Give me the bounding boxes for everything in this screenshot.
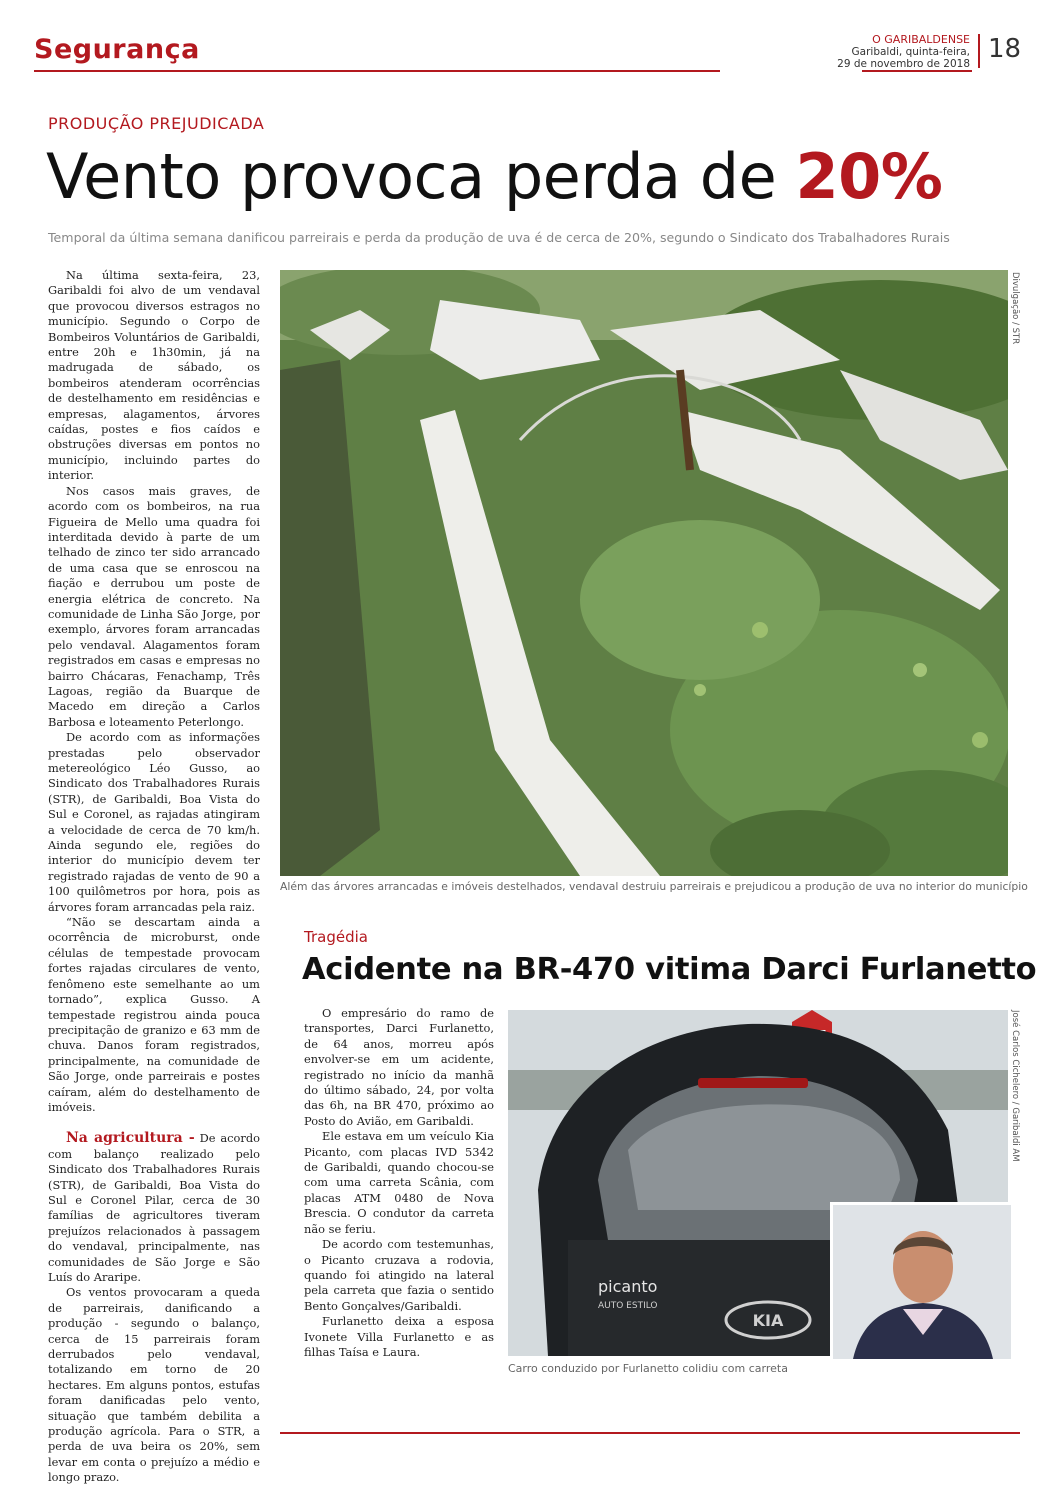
article-paragraph: Na última sexta-feira, 23, Garibaldi foi alvo de um vendaval que provocou diversos estragos no município. Segundo o Corpo de Bombeiros Voluntários de Garibaldi, entre 20h e 1h30min, já na madrugada de sábado, os bombeiros atenderam ocorrências de destelhamento em residências e empresas, alagamentos, árvores caídas, postes e fios caídos e obstruções diversas em pontos no município, incluindo partes do interior.: [48, 268, 260, 483]
masthead: [760, 34, 970, 70]
article-paragraph: “Não se descartam ainda a ocorrência de microburst, onde células de tempestade provocam fortes rajadas circulares de vento, fenômeno este semelhante ao um tornado”, explica Gusso. A tempestade registrou ainda pouca precipitação de granizo e 63 mm de chuva. Danos foram registrados, principalmente, na comunidade de São Jorge, onde parreirais e postes caíram, além do destelhamento de imóveis.: [48, 915, 260, 1114]
second-kicker: Tragédia: [304, 928, 368, 946]
dateline-line-1: Garibaldi, quinta-feira,: [851, 46, 970, 58]
publication-name: O GARIBALDENSE: [872, 33, 970, 46]
main-photo-credit: Divulgação / STR: [1010, 272, 1020, 345]
headline-highlight: 20%: [795, 140, 943, 213]
section-divider-right: [862, 70, 972, 72]
car-trim-text: AUTO ESTILO: [598, 1301, 658, 1311]
section-title: Segurança: [34, 34, 200, 65]
main-photo-caption: Além das árvores arrancadas e imóveis destelhados, vendaval destruiu parreirais e prejudicou a produção de uva no interior do município: [280, 880, 1028, 893]
page-number-separator: [978, 34, 980, 68]
page-number: 18: [988, 34, 1022, 64]
portrait-illustration: [833, 1205, 1011, 1359]
article-paragraph: O empresário do ramo de transportes, Darci Furlanetto, de 64 anos, morreu após envolver-se em um acidente, registrado no início da manhã do último sábado, 24, por volta das 6h, na BR 470, próximo ao Posto do Avião, em Garibaldi.: [304, 1006, 494, 1128]
car-model-text: picanto: [598, 1277, 658, 1296]
section-divider: [34, 70, 720, 72]
article-paragraph: Furlanetto deixa a esposa Ivonete Villa Furlanetto e as filhas Taísa e Laura.: [304, 1314, 494, 1359]
agriculture-text: De acordo com balanço realizado pelo Sindicato dos Trabalhadores Rurais (STR), de Garibaldi, Boa Vista do Sul e Coronel Pilar, cerca de 30 famílias de agricultores tiveram prejuízos relacionados à passagem do vendaval, principalmente, nas comunidades de São Jorge e São Luís do Araripe.: [48, 1131, 260, 1284]
headline-text: Vento provoca perda de: [46, 140, 796, 213]
bottom-divider: [280, 1432, 1020, 1434]
main-kicker: PRODUÇÃO PREJUDICADA: [48, 114, 265, 133]
second-headline: Acidente na BR-470 vitima Darci Furlanetto: [302, 952, 1037, 987]
article-paragraph: Nos casos mais graves, de acordo com os bombeiros, na rua Figueira de Mello uma quadra foi interditada devido à parte de um telhado de zinco ter sido arrancado de uma casa que se enroscou na fiação e derrubou um poste de energia elétrica de concreto. Na comunidade de Linha São Jorge, por exemplo, árvores foram arrancadas pelo vendaval. Alagamentos foram registrados em casas e empresas no bairro Chácaras, Fenachamp, Três Lagoas, região da Buarque de Macedo em direção a Carlos Barbosa e loteamento Peterlongo.: [48, 483, 260, 729]
article-paragraph: Ele estava em um veículo Kia Picanto, com placas IVD 5342 de Garibaldi, quando chocou-se com uma carreta Scânia, com placas ATM 0480 de Nova Brescia. O condutor da carreta não se feriu.: [304, 1129, 494, 1236]
main-headline: [46, 138, 942, 216]
main-deck: Temporal da última semana danificou parreirais e perda da produção de uva é de cerca de 20%, segundo o Sindicato dos Trabalhadores Rurais: [48, 230, 950, 245]
dateline-line-2: 29 de novembro de 2018: [837, 58, 970, 70]
victim-portrait: [830, 1202, 1011, 1359]
car-photo-caption: Carro conduzido por Furlanetto colidiu com carreta: [508, 1362, 788, 1375]
vineyard-photo: [280, 270, 1008, 876]
article-paragraph: De acordo com testemunhas, o Picanto cruzava a rodovia, quando foi atingido na lateral pela carreta que fazia o sentido Bento Gonçalves/Garibaldi.: [304, 1237, 494, 1313]
article-paragraph: De acordo com as informações prestadas pelo observador metereológico Léo Gusso, ao Sindicato dos Trabalhadores Rurais (STR), de Garibaldi, Boa Vista do Sul e Coronel, as rajadas atingiram a velocidade de cerca de 70 km/h. Ainda segundo ele, regiões do interior do município devem ter registrado rajadas de vento de 90 a 100 quilômetros por hora, pois as árvores foram arrancadas pela raiz.: [48, 730, 260, 914]
car-brand-text: KIA: [752, 1311, 784, 1330]
agriculture-paragraph: [48, 1131, 260, 1285]
article-paragraph: Os ventos provocaram a queda de parreirais, danificando a produção - segundo o balanço, cerca de 15 parreirais foram derrubados pelo vendaval, totalizando em torno de 20 hectares. Em alguns pontos, estufas foram danificadas pelo vento, situação que também debilita a produção agrícola. Para o STR, a perda de uva beira os 20%, sem levar em conta o prejuízo a médio e longo prazo.: [48, 1285, 260, 1485]
vineyard-illustration: [280, 270, 1008, 876]
agriculture-subhead: Na agricultura -: [66, 1130, 195, 1147]
second-article-column: [304, 1006, 494, 1360]
car-photo-credit: José Carlos Cichelero / Garibaldi AM: [1010, 1010, 1020, 1162]
main-article-column: [48, 268, 260, 1486]
